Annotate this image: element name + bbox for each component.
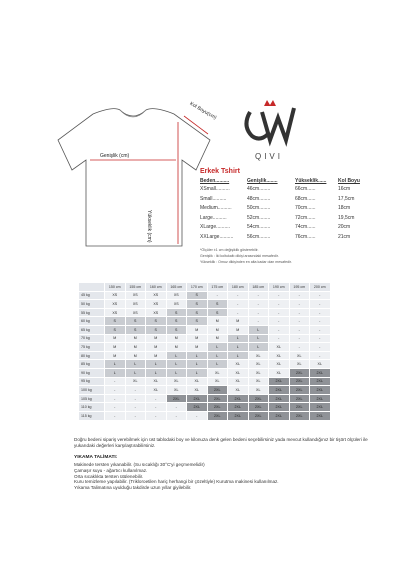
fit-grid-cell: - bbox=[269, 291, 290, 300]
height-header: 155 cm bbox=[125, 283, 146, 292]
size-table-cell: XLarge.......... bbox=[200, 224, 231, 230]
fit-grid-cell: - bbox=[289, 343, 310, 352]
size-table-header-cell: Yükseklik...... bbox=[295, 178, 327, 184]
fit-grid-cell: L bbox=[166, 368, 187, 377]
care-line: Çamaşır suyu - ağartıcı kullanılmaz. bbox=[74, 467, 148, 473]
fit-grid-cell: - bbox=[269, 300, 290, 309]
fit-grid-row bbox=[79, 334, 331, 343]
fit-grid-cell: - bbox=[269, 334, 290, 343]
fit-grid-cell: XL bbox=[269, 343, 290, 352]
weight-header: 65 kg bbox=[79, 325, 105, 334]
fit-grid-cell: XL bbox=[228, 386, 249, 395]
size-table-cell: 50cm........ bbox=[247, 205, 271, 211]
height-header: 170 cm bbox=[187, 283, 208, 292]
fit-grid-cell: S bbox=[207, 308, 228, 317]
fit-grid-cell: - bbox=[187, 411, 208, 420]
height-header: 165 cm bbox=[166, 283, 187, 292]
size-note: Genişlik : İki koltukaltı dikişi arasındaki mesafedir. bbox=[200, 254, 279, 258]
fit-grid-cell: L bbox=[248, 343, 269, 352]
fit-grid-cell: 2XL bbox=[269, 403, 290, 412]
fit-grid-corner bbox=[79, 283, 105, 292]
size-table-cell: 20cm bbox=[338, 224, 351, 230]
size-table-cell: 21cm bbox=[338, 233, 351, 240]
fit-grid-cell: XL bbox=[187, 377, 208, 386]
fit-grid-cell: L bbox=[187, 360, 208, 369]
fit-grid-cell: L bbox=[146, 368, 167, 377]
size-table-cell: 74cm...... bbox=[295, 224, 316, 230]
size-table-cell: Small.......... bbox=[200, 195, 227, 202]
fit-grid-cell: 2XL bbox=[269, 386, 290, 395]
fit-grid-cell: L bbox=[207, 351, 228, 360]
fit-grid-cell: - bbox=[105, 377, 126, 386]
size-table-cell: 48cm........ bbox=[247, 195, 271, 202]
fit-grid-cell: - bbox=[310, 308, 331, 317]
fit-grid-cell: - bbox=[248, 291, 269, 300]
fit-grid-cell: 2XL bbox=[228, 403, 249, 412]
fit-grid-cell: S bbox=[125, 317, 146, 326]
fit-grid-cell: M bbox=[166, 334, 187, 343]
size-table bbox=[200, 178, 360, 242]
weight-header: 105 kg bbox=[79, 394, 105, 403]
weight-header: 95 kg bbox=[79, 377, 105, 386]
fit-grid-cell: M bbox=[125, 343, 146, 352]
fit-grid-cell: 2XL bbox=[310, 386, 331, 395]
size-table-cell: 76cm...... bbox=[295, 233, 316, 240]
fit-grid-cell: - bbox=[228, 308, 249, 317]
fit-grid-row bbox=[79, 411, 331, 420]
fit-grid-cell: - bbox=[310, 343, 331, 352]
fit-grid-cell: M bbox=[187, 343, 208, 352]
fit-grid-cell: XL bbox=[146, 386, 167, 395]
fit-grid-cell: - bbox=[310, 325, 331, 334]
size-table-row bbox=[200, 185, 360, 195]
fit-grid-cell: 2XL bbox=[310, 394, 331, 403]
fit-grid-row bbox=[79, 343, 331, 352]
weight-header: 75 kg bbox=[79, 343, 105, 352]
size-note: Yükseklik : Omuz dikişinden en alta kadar olan mesafedir. bbox=[200, 260, 292, 264]
fit-grid-cell: XL bbox=[228, 377, 249, 386]
size-table-cell: 46cm........ bbox=[247, 186, 271, 192]
height-label: Yükseklik (cm) bbox=[146, 210, 152, 243]
size-table-header-cell: Genişlik........ bbox=[247, 178, 278, 184]
fit-grid-cell: M bbox=[105, 334, 126, 343]
fit-grid-cell: XS bbox=[125, 308, 146, 317]
fit-grid-cell: - bbox=[289, 300, 310, 309]
fit-grid-cell: - bbox=[269, 325, 290, 334]
size-table-row bbox=[200, 233, 360, 243]
fit-grid-cell: 2XL bbox=[289, 368, 310, 377]
height-header: 160 cm bbox=[146, 283, 167, 292]
fit-grid-cell: S bbox=[207, 300, 228, 309]
fit-grid-cell: L bbox=[125, 360, 146, 369]
fit-grid-cell: M bbox=[146, 334, 167, 343]
fit-grid-cell: S bbox=[166, 325, 187, 334]
fit-grid-cell: - bbox=[146, 394, 167, 403]
fit-grid-cell: XS bbox=[166, 291, 187, 300]
fit-grid-cell: S bbox=[146, 325, 167, 334]
size-table-cell: 70cm...... bbox=[295, 205, 316, 211]
fit-grid-cell: - bbox=[105, 403, 126, 412]
fit-grid-cell: 2XL bbox=[248, 394, 269, 403]
fit-grid-cell: XL bbox=[125, 377, 146, 386]
care-line: Kuru temizleme yapılabilir. (Trikloroetilen hariç herhangi bir çözeltiyle) Kurutma makinesi kullanılmaz. bbox=[74, 479, 279, 485]
fit-grid-cell: - bbox=[310, 317, 331, 326]
size-table-cell: 16cm bbox=[338, 186, 351, 192]
fit-grid-cell: 2XL bbox=[289, 377, 310, 386]
fit-grid-cell: 2XL bbox=[248, 411, 269, 420]
size-table-header bbox=[200, 178, 360, 185]
size-table-cell: 72cm...... bbox=[295, 214, 316, 221]
fit-grid-cell: L bbox=[248, 334, 269, 343]
fit-grid-cell: - bbox=[269, 308, 290, 317]
weight-header: 50 kg bbox=[79, 300, 105, 309]
fit-grid-cell: - bbox=[310, 300, 331, 309]
fit-grid-cell: XL bbox=[269, 360, 290, 369]
fit-grid-cell: - bbox=[248, 317, 269, 326]
fit-grid-cell: L bbox=[228, 351, 249, 360]
sleeve-label: Kol Boyu(cm) bbox=[188, 100, 218, 122]
fit-grid-row bbox=[79, 403, 331, 412]
fit-grid-cell: 2XL bbox=[269, 394, 290, 403]
fit-grid-cell: XL bbox=[207, 368, 228, 377]
fit-grid-cell: - bbox=[289, 334, 310, 343]
fit-grid-cell: XL bbox=[228, 360, 249, 369]
fit-grid-cell: S bbox=[125, 325, 146, 334]
fit-grid-cell: XL bbox=[289, 360, 310, 369]
fit-grid-cell: M bbox=[105, 351, 126, 360]
weight-header: 80 kg bbox=[79, 351, 105, 360]
fit-grid-cell: 2XL bbox=[187, 403, 208, 412]
fit-grid-cell: - bbox=[269, 317, 290, 326]
size-table-cell: 66cm...... bbox=[295, 186, 316, 192]
fit-grid-cell: - bbox=[146, 411, 167, 420]
size-table-cell: Large.......... bbox=[200, 214, 227, 221]
size-table-cell: XSmall.......... bbox=[200, 186, 230, 192]
fit-grid-cell: M bbox=[228, 317, 249, 326]
fit-grid-cell: XL bbox=[310, 360, 331, 369]
fit-grid bbox=[78, 282, 331, 421]
fit-grid-cell: S bbox=[105, 325, 126, 334]
fit-grid-cell: - bbox=[166, 403, 187, 412]
fit-grid-cell: L bbox=[146, 360, 167, 369]
fit-grid-cell: XS bbox=[146, 300, 167, 309]
fit-grid-cell: - bbox=[105, 386, 126, 395]
size-table-cell: XXLarge.......... bbox=[200, 233, 234, 240]
fit-grid-cell: 2XL bbox=[207, 394, 228, 403]
fit-grid-cell: XL bbox=[166, 377, 187, 386]
fit-grid-cell: 2XL bbox=[207, 403, 228, 412]
fit-grid-cell: XL bbox=[166, 386, 187, 395]
fit-grid-cell: L bbox=[187, 351, 208, 360]
size-note: *Ölçüler ±1 cm değişiklik gösterebilir. bbox=[200, 248, 259, 252]
fit-grid-cell: 2XL bbox=[289, 403, 310, 412]
fit-grid-cell: XS bbox=[105, 308, 126, 317]
fit-grid-cell: - bbox=[289, 317, 310, 326]
fit-grid-row bbox=[79, 291, 331, 300]
size-table-row bbox=[200, 223, 360, 233]
fit-grid-cell: 2XL bbox=[228, 411, 249, 420]
size-table-row bbox=[200, 204, 360, 214]
fit-grid-row bbox=[79, 394, 331, 403]
fit-grid-cell: M bbox=[187, 334, 208, 343]
fit-grid-cell: - bbox=[125, 394, 146, 403]
fit-grid-cell: XL bbox=[289, 351, 310, 360]
size-table-cell: Medium.......... bbox=[200, 205, 232, 211]
height-header: 150 cm bbox=[105, 283, 126, 292]
fit-grid-cell: - bbox=[125, 411, 146, 420]
height-header: 180 cm bbox=[228, 283, 249, 292]
fit-grid-cell: XS bbox=[125, 300, 146, 309]
fit-grid-cell: XS bbox=[105, 291, 126, 300]
height-header: 200 cm bbox=[310, 283, 331, 292]
fit-grid-cell: XS bbox=[166, 300, 187, 309]
fit-grid-cell: M bbox=[105, 343, 126, 352]
fit-grid-cell: L bbox=[105, 368, 126, 377]
fit-grid-row bbox=[79, 300, 331, 309]
size-notes bbox=[200, 247, 380, 265]
fit-grid-cell: S bbox=[187, 300, 208, 309]
fit-grid-cell: - bbox=[248, 300, 269, 309]
weight-header: 110 kg bbox=[79, 403, 105, 412]
fit-grid-cell: XL bbox=[248, 360, 269, 369]
fit-grid-cell: L bbox=[207, 360, 228, 369]
size-table-header-cell: Beden.......... bbox=[200, 178, 230, 184]
fit-grid-cell: XS bbox=[146, 308, 167, 317]
fit-grid-cell: M bbox=[125, 351, 146, 360]
fit-grid-cell: - bbox=[289, 325, 310, 334]
brand-name: QIVI bbox=[254, 152, 283, 161]
fit-grid-cell: L bbox=[228, 334, 249, 343]
fit-grid-cell: - bbox=[146, 403, 167, 412]
fit-grid-cell: 2XL bbox=[269, 411, 290, 420]
care-line: Makinede tersten yıkanabilir. (Su sıcaklığı 30°C'yi geçmemelidir) bbox=[74, 462, 205, 467]
fit-grid-cell: 2XL bbox=[207, 386, 228, 395]
fit-grid-cell: - bbox=[166, 411, 187, 420]
fit-grid-cell: - bbox=[310, 291, 331, 300]
height-header: 190 cm bbox=[269, 283, 290, 292]
fit-grid-cell: 2XL bbox=[310, 403, 331, 412]
fit-grid-cell: 2XL bbox=[207, 411, 228, 420]
height-header: 175 cm bbox=[207, 283, 228, 292]
fit-grid-cell: M bbox=[207, 325, 228, 334]
fit-grid-cell: - bbox=[310, 351, 331, 360]
fit-grid-row bbox=[79, 308, 331, 317]
weight-header: 100 kg bbox=[79, 386, 105, 395]
fit-grid-cell: 2XL bbox=[166, 394, 187, 403]
fit-grid-cell: S bbox=[146, 317, 167, 326]
fit-grid-cell: 2XL bbox=[187, 394, 208, 403]
fit-grid-cell: M bbox=[207, 317, 228, 326]
care-instructions bbox=[74, 462, 374, 491]
fit-grid-cell: 2XL bbox=[310, 411, 331, 420]
care-title: YIKAMA TALİMATI: bbox=[74, 455, 118, 460]
qivi-logo bbox=[238, 98, 300, 150]
fit-grid-row bbox=[79, 360, 331, 369]
fit-grid-cell: S bbox=[187, 317, 208, 326]
fit-grid-cell: S bbox=[166, 308, 187, 317]
fit-grid-cell: M bbox=[166, 343, 187, 352]
size-table-cell: 17,5cm bbox=[338, 195, 355, 202]
fit-grid-cell: - bbox=[289, 291, 310, 300]
fit-grid-cell: S bbox=[187, 308, 208, 317]
fit-grid-cell: - bbox=[125, 403, 146, 412]
fit-grid-cell: XL bbox=[269, 351, 290, 360]
fit-grid-cell: XL bbox=[207, 377, 228, 386]
fit-grid-cell: L bbox=[105, 360, 126, 369]
fit-grid-cell: M bbox=[228, 325, 249, 334]
size-table-header-cell: Kol Boyu bbox=[338, 178, 360, 184]
weight-header: 60 kg bbox=[79, 317, 105, 326]
fit-grid-cell: XS bbox=[146, 291, 167, 300]
fit-grid-cell: - bbox=[248, 308, 269, 317]
fit-grid-cell: S bbox=[105, 317, 126, 326]
size-table-cell: 19,5cm bbox=[338, 214, 355, 221]
height-header: 185 cm bbox=[248, 283, 269, 292]
fit-grid-cell: XL bbox=[187, 386, 208, 395]
size-table-title: Erkek Tshirt bbox=[200, 168, 240, 175]
fit-grid-cell: L bbox=[166, 360, 187, 369]
fit-grid-cell: - bbox=[310, 334, 331, 343]
fit-grid-cell: XL bbox=[248, 386, 269, 395]
fit-grid-cell: XS bbox=[125, 291, 146, 300]
fit-grid-cell: - bbox=[207, 291, 228, 300]
fit-grid-cell: L bbox=[125, 368, 146, 377]
size-table-cell: 54cm........ bbox=[247, 224, 271, 230]
care-line: Yıkama Talimatına uyulduğu takdirde uzun yıllar giyilebilir. bbox=[74, 485, 192, 491]
fit-grid-cell: M bbox=[187, 325, 208, 334]
fit-grid-cell: XL bbox=[248, 368, 269, 377]
fit-grid-cell: M bbox=[146, 343, 167, 352]
fit-grid-cell: XL bbox=[248, 377, 269, 386]
fit-grid-cell: XL bbox=[269, 368, 290, 377]
fit-grid-row bbox=[79, 351, 331, 360]
fit-grid-cell: 2XL bbox=[269, 377, 290, 386]
weight-header: 85 kg bbox=[79, 360, 105, 369]
fit-grid-cell: XL bbox=[248, 351, 269, 360]
fit-grid-cell: - bbox=[105, 394, 126, 403]
size-description: Doğru bedeni sipariş verebilmek için üst tablodaki boy ve kilonuza denk gelen bedeni seçebilirsiniz yada mevcut kullandığınız bir tişört ölçüleri ile yukarıdaki değerleri karşılaştırabilirsiniz. bbox=[74, 437, 368, 448]
fit-grid-cell: S bbox=[166, 317, 187, 326]
fit-grid-cell: 2XL bbox=[310, 377, 331, 386]
size-table-row bbox=[200, 214, 360, 224]
fit-grid-cell: M bbox=[125, 334, 146, 343]
fit-grid-cell: XL bbox=[228, 368, 249, 377]
fit-grid-cell: S bbox=[187, 291, 208, 300]
fit-grid-cell: M bbox=[207, 334, 228, 343]
size-table-cell: 52cm........ bbox=[247, 214, 271, 221]
fit-grid-row bbox=[79, 368, 331, 377]
width-label: Genişlik (cm) bbox=[100, 153, 130, 159]
fit-grid-row bbox=[79, 386, 331, 395]
fit-grid-cell: - bbox=[289, 308, 310, 317]
fit-grid-cell: 2XL bbox=[289, 386, 310, 395]
weight-header: 90 kg bbox=[79, 368, 105, 377]
fit-grid-cell: L bbox=[166, 351, 187, 360]
fit-grid-cell: 2XL bbox=[289, 411, 310, 420]
fit-grid-cell: 2XL bbox=[228, 394, 249, 403]
fit-grid-row bbox=[79, 377, 331, 386]
size-table-cell: 68cm...... bbox=[295, 195, 316, 202]
fit-grid-cell: L bbox=[228, 343, 249, 352]
fit-grid-cell: XS bbox=[105, 300, 126, 309]
fit-grid-cell: M bbox=[146, 351, 167, 360]
size-table-cell: 18cm bbox=[338, 205, 351, 211]
fit-grid-cell: 2XL bbox=[248, 403, 269, 412]
height-header: 195 cm bbox=[289, 283, 310, 292]
fit-grid-cell: - bbox=[125, 386, 146, 395]
size-table-cell: 56cm........ bbox=[247, 233, 271, 240]
fit-grid-row bbox=[79, 317, 331, 326]
fit-grid-table bbox=[78, 282, 331, 421]
fit-grid-cell: 2XL bbox=[289, 394, 310, 403]
weight-header: 70 kg bbox=[79, 334, 105, 343]
weight-header: 55 kg bbox=[79, 308, 105, 317]
fit-grid-cell: XL bbox=[146, 377, 167, 386]
weight-header: 45 kg bbox=[79, 291, 105, 300]
weight-header: 115 kg bbox=[79, 411, 105, 420]
fit-grid-cell: - bbox=[228, 300, 249, 309]
size-table-row bbox=[200, 195, 360, 205]
care-line: Orta sıcaklıkta tersten ütülenebilir. bbox=[74, 473, 144, 479]
fit-grid-cell: L bbox=[207, 343, 228, 352]
fit-grid-cell: L bbox=[187, 368, 208, 377]
fit-grid-row bbox=[79, 325, 331, 334]
fit-grid-cell: L bbox=[248, 325, 269, 334]
fit-grid-cell: 2XL bbox=[310, 368, 331, 377]
fit-grid-cell: - bbox=[105, 411, 126, 420]
fit-grid-cell: - bbox=[228, 291, 249, 300]
